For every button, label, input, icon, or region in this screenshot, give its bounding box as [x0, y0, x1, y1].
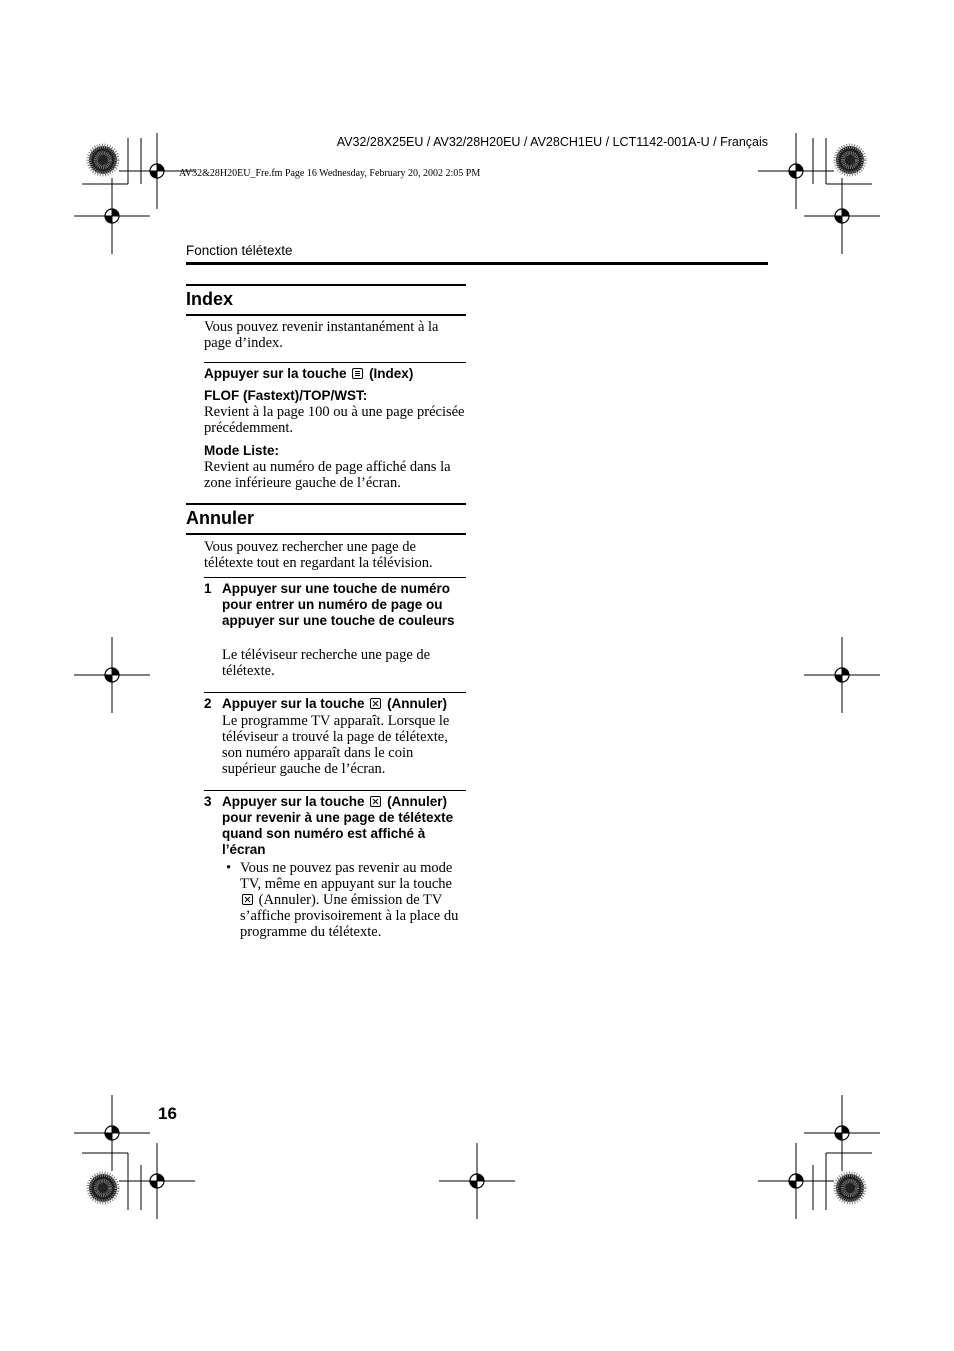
- crosshair-icon: [74, 637, 150, 713]
- crosshair-icon: [804, 178, 880, 254]
- step-title-label: (Annuler): [387, 696, 448, 711]
- crosshair-icon: [74, 178, 150, 254]
- step-body: Le téléviseur recherche une page de télétexte.: [222, 647, 431, 679]
- running-head: Fonction télétexte: [186, 243, 293, 258]
- step-number: 2: [204, 696, 212, 711]
- document-reference: AV32/28X25EU / AV32/28H20EU / AV28CH1EU / LCT1142-001A-U / Français: [336, 135, 768, 149]
- index-key-icon: [352, 368, 363, 379]
- index-divider: [204, 362, 466, 363]
- crosshair-icon: [804, 1095, 880, 1171]
- sunburst-icon: [89, 146, 117, 174]
- mode-text: Revient à la page 100 ou à une page précisée précédemment.: [204, 404, 465, 436]
- crosshair-icon: [74, 1095, 150, 1171]
- index-title-rule: [186, 314, 466, 316]
- crosshair-icon: [758, 1143, 834, 1219]
- step-title-text: Appuyer sur la touche: [222, 794, 365, 809]
- cancel-key-icon: [242, 894, 253, 905]
- index-instruction: [204, 366, 466, 382]
- step-number: 3: [204, 794, 212, 809]
- crosshair-icon: [758, 133, 834, 209]
- bullet-text-post: (Annuler). Une émission de TV s’affiche provisoirement à la place du programme du télétexte.: [240, 892, 459, 940]
- sunburst-icon: [836, 1174, 864, 1202]
- file-info: AV32&28H20EU_Fre.fm Page 16 Wednesday, February 20, 2002 2:05 PM: [179, 168, 481, 179]
- sunburst-icon: [836, 146, 864, 174]
- bullet-text-pre: Vous ne pouvez pas revenir au mode TV, même en appuyant sur la touche: [240, 860, 453, 892]
- page-number: 16: [158, 1104, 177, 1123]
- cancel-title: Annuler: [186, 508, 255, 528]
- crosshair-icon: [119, 1143, 195, 1219]
- step-title-label: (Annuler) pour revenir à une page de télétexte quand son numéro est affiché à l’écran: [222, 794, 454, 857]
- cancel-top-rule: [186, 503, 466, 505]
- mode-text: Revient au numéro de page affiché dans la zone inférieure gauche de l’écran.: [204, 459, 451, 491]
- mode-label: FLOF (Fastext)/TOP/WST:: [204, 388, 368, 403]
- cancel-title-rule: [186, 533, 466, 535]
- bullet-text: [240, 860, 466, 940]
- index-instruction-label: (Index): [369, 366, 414, 381]
- index-title: Index: [186, 289, 234, 309]
- step-title-text: Appuyer sur la touche: [222, 696, 365, 711]
- step-title: [222, 794, 466, 858]
- index-instruction-text: Appuyer sur la touche: [204, 366, 347, 381]
- step-title: Appuyer sur une touche de numéro pour entrer un numéro de page ou appuyer sur une touche de couleurs: [222, 581, 455, 628]
- crosshair-icon: [439, 1143, 515, 1219]
- index-intro: Vous pouvez revenir instantanément à la page d’index.: [204, 319, 439, 351]
- cancel-intro: Vous pouvez rechercher une page de télétexte tout en regardant la télévision.: [204, 539, 433, 571]
- step-divider: [204, 692, 466, 693]
- header-rule: [186, 262, 768, 265]
- step-divider: [204, 577, 466, 578]
- sunburst-icon: [89, 1174, 117, 1202]
- crosshair-icon: [804, 637, 880, 713]
- mode-label: Mode Liste:: [204, 443, 280, 458]
- step-divider: [204, 790, 466, 791]
- cancel-key-icon: [370, 796, 381, 807]
- index-top-rule: [186, 284, 466, 286]
- cancel-key-icon: [370, 698, 381, 709]
- step-body: Le programme TV apparaît. Lorsque le téléviseur a trouvé la page de télétexte, son numéro apparaît dans le coin supérieur gauche de l’écran.: [222, 713, 450, 777]
- step-title: [222, 696, 466, 712]
- bullet-icon: •: [226, 860, 232, 876]
- step-number: 1: [204, 581, 212, 596]
